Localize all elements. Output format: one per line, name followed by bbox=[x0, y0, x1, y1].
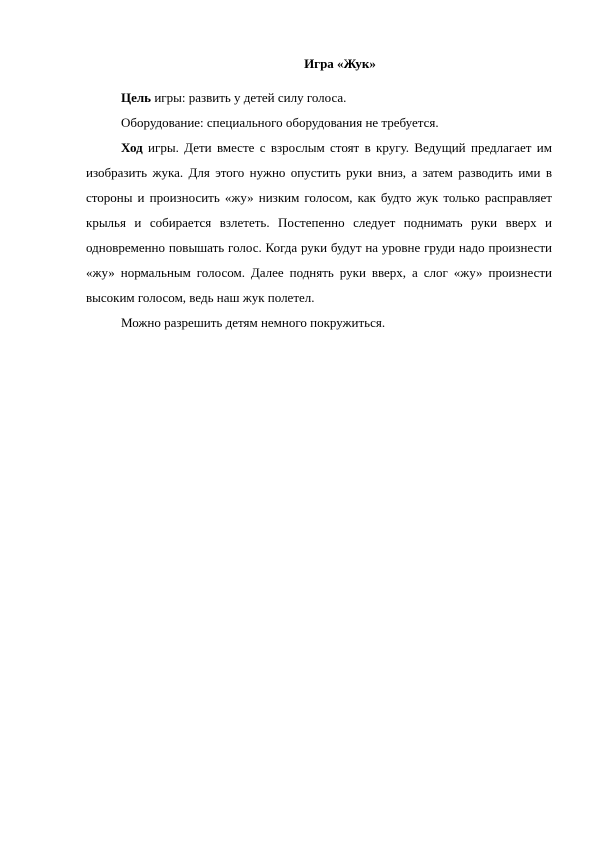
goal-text: игры: развить у детей силу голоса. bbox=[151, 90, 347, 105]
paragraph-closing bbox=[86, 310, 552, 335]
document-title: Игра «Жук» bbox=[304, 56, 376, 71]
procedure-text: игры. Дети вместе с взрослым стоят в кругу. Ведущий предлагает им изобразить жука. Для этого нужно опустить руки вниз, а затем разводить ими в стороны и произносить «жу» низким голосом, как будто жук только расправляет крылья и собирается взлететь. Постепенно следует поднимать руки вверх и одновременно повышать голос. Когда руки будут на уровне груди надо произнести «жу» нормальным голосом. Далее поднять руки вверх, а слог «жу» произнести высоким голосом, ведь наш жук полетел. bbox=[86, 140, 552, 305]
paragraph-goal bbox=[86, 85, 552, 110]
paragraph-equipment bbox=[86, 110, 552, 135]
closing-text: Можно разрешить детям немного покружиться. bbox=[121, 315, 386, 330]
paragraph-procedure bbox=[86, 135, 552, 310]
goal-lead: Цель bbox=[121, 90, 152, 105]
procedure-lead: Ход bbox=[121, 140, 143, 155]
equipment-text: Оборудование: специального оборудования не требуется. bbox=[121, 115, 439, 130]
document-body bbox=[86, 85, 552, 335]
